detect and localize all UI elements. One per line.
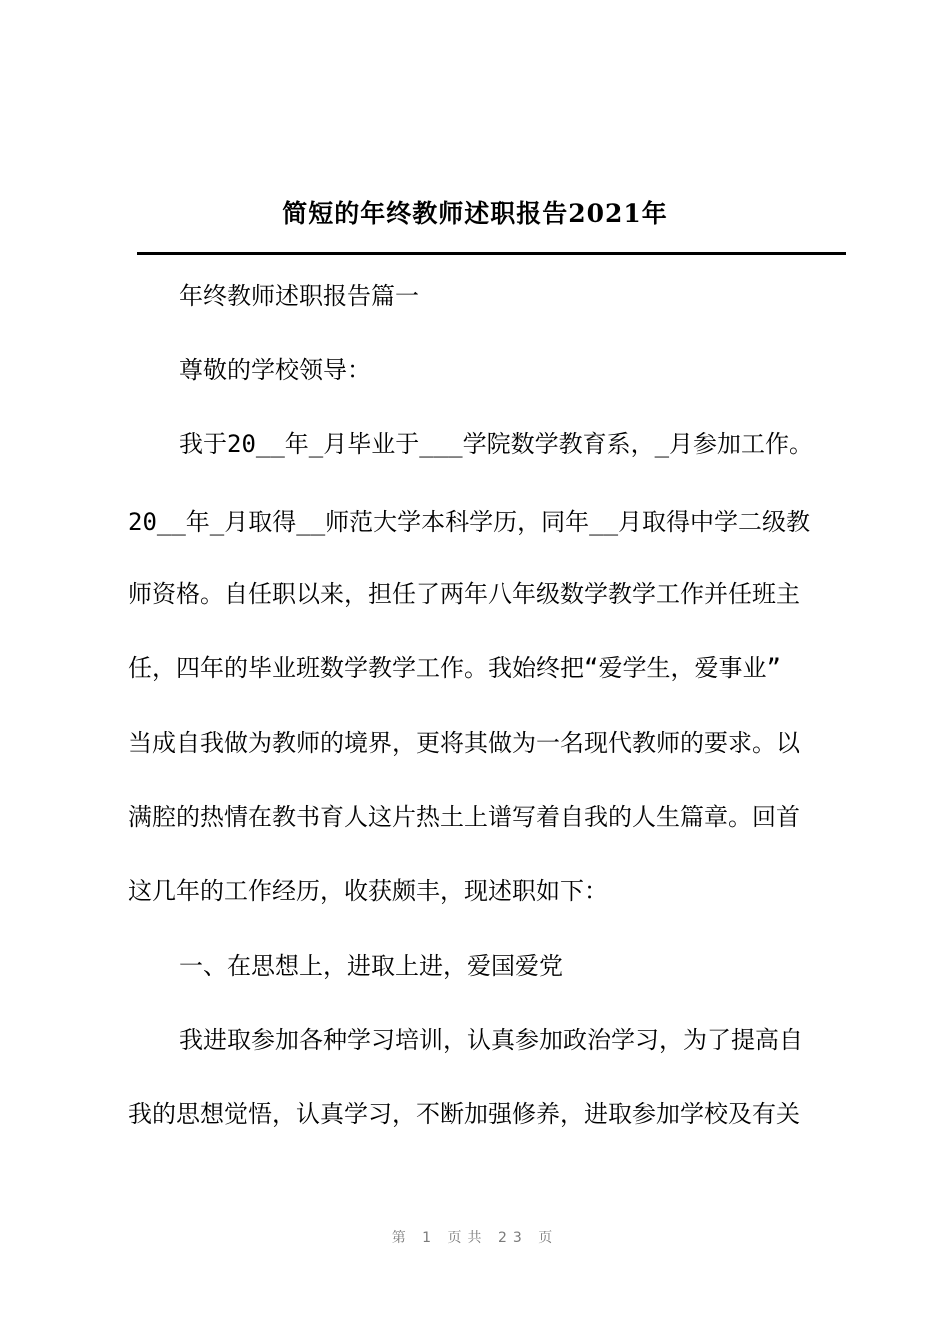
paragraph-line: 这几年的工作经历，收获颇丰，现述职如下： <box>128 877 608 905</box>
section-heading: 年终教师述职报告篇一 <box>179 282 419 310</box>
paragraph-line: 20__年_月取得__师范大学本科学历，同年__月取得中学二级教 <box>128 508 811 536</box>
section-heading: 一、在思想上，进取上进，爱国爱党 <box>179 952 563 980</box>
paragraph-line: 满腔的热情在教书育人这片热土上谱写着自我的人生篇章。回首 <box>128 803 800 831</box>
paragraph-line: 当成自我做为教师的境界，更将其做为一名现代教师的要求。以 <box>128 729 800 757</box>
title-divider <box>137 252 846 255</box>
paragraph-line: 师资格。自任职以来，担任了两年八年级数学教学工作并任班主 <box>128 580 800 608</box>
page-number-footer: 第 1 页共 23 页 <box>391 1230 559 1246</box>
paragraph-line: 我于20__年_月毕业于___学院数学教育系，_月参加工作。 <box>179 430 814 458</box>
paragraph-line: 我进取参加各种学习培训，认真参加政治学习，为了提高自 <box>179 1026 803 1054</box>
paragraph-line: 任，四年的毕业班数学教学工作。我始终把“爱学生，爱事业” <box>128 654 781 682</box>
paragraph-line: 我的思想觉悟，认真学习，不断加强修养，进取参加学校及有关 <box>128 1100 800 1128</box>
document-title: 简短的年终教师述职报告2021年 <box>282 199 668 228</box>
salutation: 尊敬的学校领导： <box>179 356 371 384</box>
